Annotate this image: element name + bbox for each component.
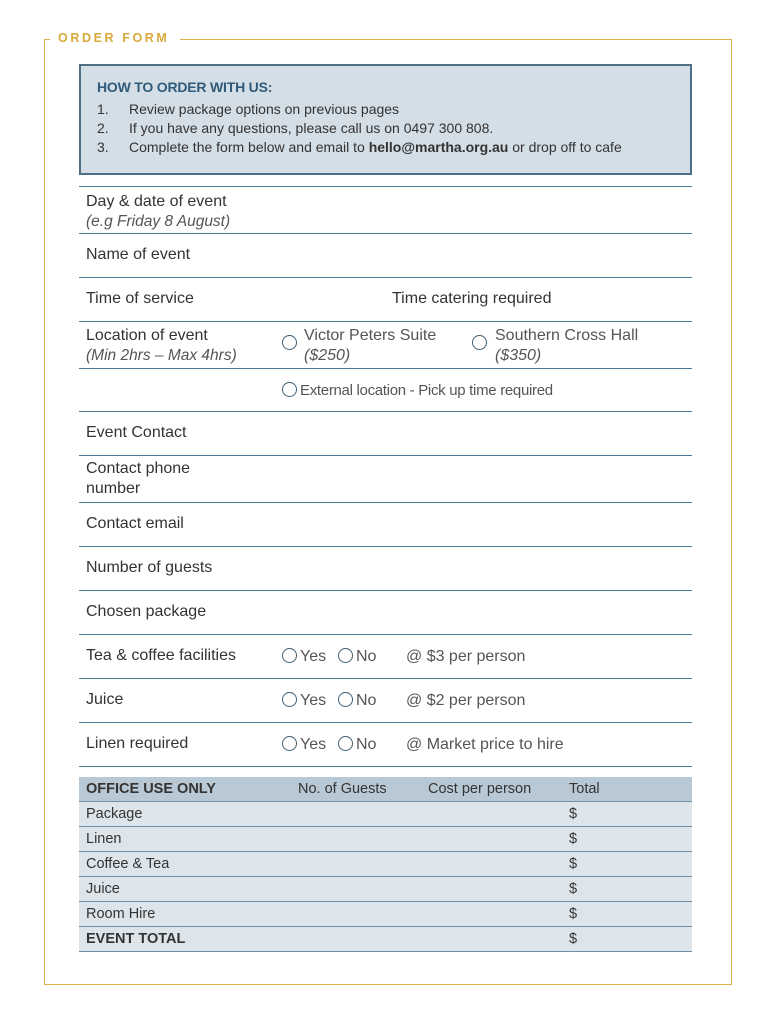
field-event-contact[interactable] bbox=[79, 411, 692, 455]
field-tea-coffee bbox=[79, 634, 692, 678]
row-label: EVENT TOTAL bbox=[79, 927, 291, 952]
field-linen bbox=[79, 722, 692, 766]
office-use-table bbox=[79, 777, 692, 952]
table-row bbox=[79, 877, 692, 902]
field-label: Day & date of event bbox=[86, 193, 227, 210]
field-label: Number of guests bbox=[86, 559, 213, 576]
radio-circle-icon[interactable] bbox=[472, 335, 487, 350]
office-table-header bbox=[79, 777, 692, 802]
radio-circle-icon[interactable] bbox=[338, 692, 353, 707]
radio-circle-icon[interactable] bbox=[282, 382, 297, 397]
column-header: Cost per person bbox=[421, 777, 562, 802]
field-event-name[interactable] bbox=[79, 233, 692, 277]
field-label: Chosen package bbox=[86, 603, 207, 620]
cost-cell[interactable] bbox=[421, 802, 562, 827]
field-label: Location of event bbox=[86, 327, 208, 344]
yes-label: Yes bbox=[300, 692, 327, 709]
juice-yes-option[interactable] bbox=[282, 691, 326, 711]
cost-cell[interactable] bbox=[421, 902, 562, 927]
radio-circle-icon[interactable] bbox=[282, 335, 297, 350]
no-label: No bbox=[356, 692, 377, 709]
table-row bbox=[79, 852, 692, 877]
no-label: No bbox=[356, 648, 377, 665]
order-form-fields bbox=[79, 186, 692, 767]
frame-top-line bbox=[180, 39, 732, 40]
field-label: Event Contact bbox=[86, 424, 187, 441]
column-header: OFFICE USE ONLY bbox=[79, 777, 291, 802]
juice-no-option[interactable] bbox=[338, 691, 376, 711]
row-label: Package bbox=[79, 802, 291, 827]
field-label: Name of event bbox=[86, 246, 191, 263]
field-hint: (Min 2hrs – Max 4hrs) bbox=[86, 347, 237, 364]
yes-label: Yes bbox=[300, 648, 327, 665]
table-row bbox=[79, 927, 692, 952]
tea-coffee-no-option[interactable] bbox=[338, 647, 376, 667]
row-label: Room Hire bbox=[79, 902, 291, 927]
field-time-of-service[interactable] bbox=[79, 277, 692, 321]
guests-cell[interactable] bbox=[291, 827, 421, 852]
price-note: @ $3 per person bbox=[406, 648, 526, 665]
how-to-order-box bbox=[79, 64, 692, 175]
step-text: Review package options on previous pages bbox=[129, 101, 400, 117]
radio-circle-icon[interactable] bbox=[282, 692, 297, 707]
field-location bbox=[79, 321, 692, 368]
column-header: Total bbox=[562, 777, 692, 802]
field-juice bbox=[79, 678, 692, 722]
cost-cell[interactable] bbox=[421, 827, 562, 852]
field-chosen-package[interactable] bbox=[79, 590, 692, 634]
total-cell[interactable]: $ bbox=[562, 827, 692, 852]
cost-cell[interactable] bbox=[421, 877, 562, 902]
radio-circle-icon[interactable] bbox=[338, 648, 353, 663]
field-label: number bbox=[86, 480, 141, 497]
step-number: 2. bbox=[97, 120, 109, 136]
guests-cell[interactable] bbox=[291, 802, 421, 827]
row-label: Coffee & Tea bbox=[79, 852, 291, 877]
linen-no-option[interactable] bbox=[338, 735, 376, 755]
frame-top-left-line bbox=[44, 39, 50, 40]
field-label: Contact phone bbox=[86, 460, 191, 477]
field-label: Juice bbox=[86, 691, 124, 708]
location-option-victor-peters[interactable] bbox=[282, 334, 300, 354]
how-to-heading: HOW TO ORDER WITH US: bbox=[97, 79, 273, 95]
column-header: No. of Guests bbox=[291, 777, 421, 802]
field-day-date[interactable] bbox=[79, 186, 692, 233]
field-hint: (e.g Friday 8 August) bbox=[86, 213, 231, 230]
linen-yes-option[interactable] bbox=[282, 735, 326, 755]
how-to-step bbox=[97, 119, 674, 138]
location-option-external[interactable] bbox=[282, 381, 553, 401]
total-cell[interactable]: $ bbox=[562, 802, 692, 827]
tea-coffee-yes-option[interactable] bbox=[282, 647, 326, 667]
time-catering-label: Time catering required bbox=[392, 290, 552, 307]
how-to-step bbox=[97, 100, 674, 119]
radio-circle-icon[interactable] bbox=[282, 736, 297, 751]
form-title: ORDER FORM bbox=[54, 31, 173, 45]
radio-circle-icon[interactable] bbox=[338, 736, 353, 751]
step-text bbox=[129, 138, 622, 157]
location-option-southern-cross[interactable] bbox=[472, 334, 490, 354]
field-contact-email[interactable] bbox=[79, 502, 692, 546]
field-location-external bbox=[79, 368, 692, 411]
field-label: Linen required bbox=[86, 735, 189, 752]
option-name: Victor Peters Suite bbox=[304, 327, 437, 344]
table-row bbox=[79, 802, 692, 827]
option-name: Southern Cross Hall bbox=[495, 327, 639, 344]
email-link[interactable]: hello@martha.org.au bbox=[368, 139, 509, 155]
price-note: @ Market price to hire bbox=[406, 736, 564, 753]
guests-cell[interactable] bbox=[291, 902, 421, 927]
option-price: ($250) bbox=[304, 347, 351, 364]
guests-cell[interactable] bbox=[291, 927, 421, 952]
option-label: External location - Pick up time required bbox=[300, 382, 553, 399]
row-label: Juice bbox=[79, 877, 291, 902]
price-note: @ $2 per person bbox=[406, 692, 526, 709]
table-row bbox=[79, 827, 692, 852]
guests-cell[interactable] bbox=[291, 852, 421, 877]
yes-label: Yes bbox=[300, 736, 327, 753]
divider bbox=[79, 766, 692, 767]
cost-cell[interactable] bbox=[421, 852, 562, 877]
total-cell[interactable]: $ bbox=[562, 877, 692, 902]
total-cell[interactable]: $ bbox=[562, 852, 692, 877]
guests-cell[interactable] bbox=[291, 877, 421, 902]
step-number: 1. bbox=[97, 101, 109, 117]
cost-cell[interactable] bbox=[421, 927, 562, 952]
step-text-before: Complete the form below and email to bbox=[129, 139, 369, 155]
total-cell[interactable]: $ bbox=[562, 927, 692, 952]
step-text: If you have any questions, please call us on 0497 300 808. bbox=[129, 120, 494, 136]
row-label: Linen bbox=[79, 827, 291, 852]
field-label: Time of service bbox=[86, 290, 194, 307]
field-number-of-guests[interactable] bbox=[79, 546, 692, 590]
no-label: No bbox=[356, 736, 377, 753]
how-to-step bbox=[97, 138, 674, 157]
total-cell[interactable]: $ bbox=[562, 902, 692, 927]
option-price: ($350) bbox=[495, 347, 542, 364]
step-text-after: or drop off to cafe bbox=[508, 139, 622, 155]
field-label: Tea & coffee facilities bbox=[86, 647, 237, 664]
radio-circle-icon[interactable] bbox=[282, 648, 297, 663]
field-contact-phone[interactable] bbox=[79, 455, 692, 502]
table-row bbox=[79, 902, 692, 927]
field-label: Contact email bbox=[86, 515, 184, 532]
step-number: 3. bbox=[97, 139, 109, 155]
